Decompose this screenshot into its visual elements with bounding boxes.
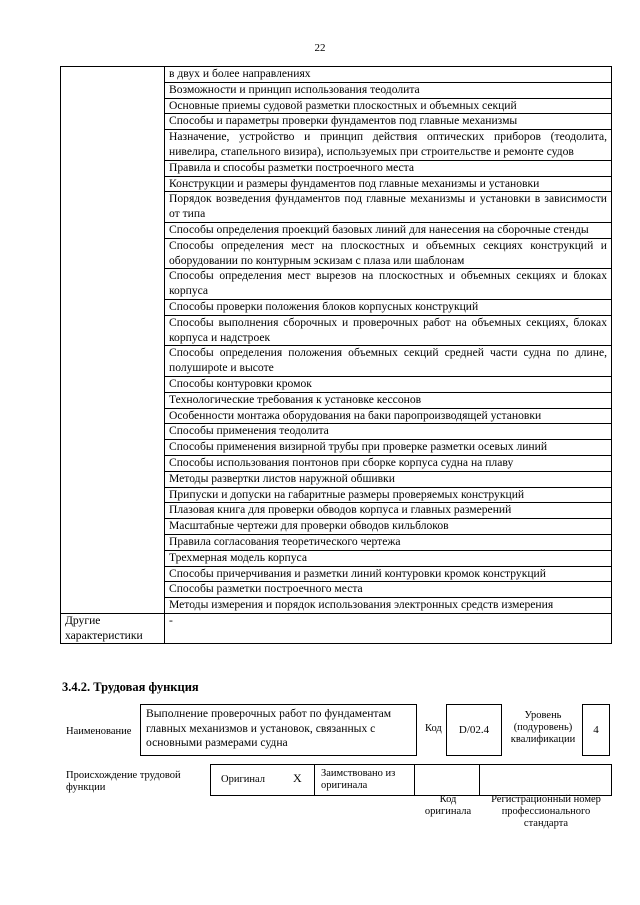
other-value: - (165, 613, 612, 644)
knowledge-item: Способы определения положения объемных секций средней части судна по длине, полуширote и высоте (165, 346, 612, 377)
knowledge-item: Назначение, устройство и принцип действия оптических приборов (теодолита, нивелира, стапельного визира), используемых при строительстве и ремонте судов (165, 130, 612, 161)
knowledge-item: Способы применения теодолита (165, 424, 612, 440)
other-label: Другие характеристики (61, 613, 165, 644)
knowledge-item: Возможности и принцип использования теодолита (165, 82, 612, 98)
knowledge-item: Методы измерения и порядок использования электронных средств измерения (165, 598, 612, 614)
divider-3 (479, 765, 480, 795)
knowledge-item: Методы развертки листов наружной обшивки (165, 471, 612, 487)
code-label: Код (425, 723, 442, 734)
knowledge-item: Трехмерная модель корпуса (165, 550, 612, 566)
origin-label: Происхождение трудовой функции (66, 770, 181, 793)
knowledge-item: Масштабные чертежи для проверки обводов кильблоков (165, 519, 612, 535)
borrowed-label: Заимствовано из оригинала (321, 768, 396, 791)
knowledge-item: Способы определения мест на плоскостных и объемных секциях конструкций и оборудовании по контурным эскизам с плаза или шаблонам (165, 238, 612, 269)
knowledge-item: Припуски и допуски на габаритные размеры проверяемых конструкций (165, 487, 612, 503)
knowledge-item: Правила и способы разметки построечного места (165, 160, 612, 176)
divider-2 (414, 765, 415, 795)
level-value: 4 (593, 724, 599, 736)
knowledge-item: в двух и более направлениях (165, 67, 612, 83)
knowledge-item: Способы проверки положения блоков корпусных конструкций (165, 299, 612, 315)
knowledge-item: Способы выполнения сборочных и проверочных работ на объемных секциях, блоках корпуса и надстроек (165, 315, 612, 346)
original-mark: X (293, 771, 302, 785)
knowledge-item: Способы контуровки кромок (165, 376, 612, 392)
knowledge-item: Способы применения визирной трубы при проверке разметки осевых линий (165, 440, 612, 456)
table-row (61, 67, 612, 83)
knowledge-item: Технологические требования к установке кессонов (165, 392, 612, 408)
original-label: Оригинал (221, 774, 265, 785)
code-box (446, 704, 502, 756)
level-box (582, 704, 610, 756)
knowledge-item: Особенности монтажа оборудования на баки паропроизводящей установки (165, 408, 612, 424)
code-value: D/02.4 (458, 724, 490, 736)
level-label: Уровень (подуровень) квалификации (510, 710, 576, 745)
name-label: Наименование (66, 726, 132, 737)
knowledge-item: Способы разметки построечного места (165, 582, 612, 598)
knowledge-item: Способы определения мест вырезов на плоскостных и объемных секциях и блоках корпуса (165, 269, 612, 300)
knowledge-item: Плазовая книга для проверки обводов корпуса и главных размерений (165, 503, 612, 519)
name-value: Выполнение проверочных работ по фундаментам главных механизмов и установок, связанных с основными размерами судна (146, 707, 392, 750)
knowledge-item: Основные приемы судовой разметки плоскостных и объемных секций (165, 98, 612, 114)
knowledge-item: Конструкции и размеры фундаментов под главные механизмы и установки (165, 176, 612, 192)
section-title: 3.4.2. Трудовая функция (62, 680, 199, 694)
label-cell (61, 67, 165, 614)
divider-1 (314, 765, 315, 795)
knowledge-item: Способы и параметры проверки фундаментов под главные механизмы (165, 114, 612, 130)
origin-box (210, 764, 612, 796)
knowledge-table (60, 66, 612, 644)
reg-number-label: Регистрационный номер профессионального стандарта (491, 794, 601, 829)
table-row-other (61, 613, 612, 644)
name-box (140, 704, 417, 756)
page-number: 22 (314, 42, 326, 54)
knowledge-item: Правила согласования теоретического чертежа (165, 534, 612, 550)
knowledge-item: Способы использования понтонов при сборке корпуса судна на плаву (165, 455, 612, 471)
knowledge-item: Порядок возведения фундаментов под главные механизмы и установки в зависимости от типа (165, 192, 612, 223)
code-original-label: Код оригинала (424, 794, 472, 817)
knowledge-item: Способы определения проекций базовых линий для нанесения на сборочные стенды (165, 222, 612, 238)
knowledge-item: Способы причерчивания и разметки линий контуровки кромок конструкций (165, 566, 612, 582)
